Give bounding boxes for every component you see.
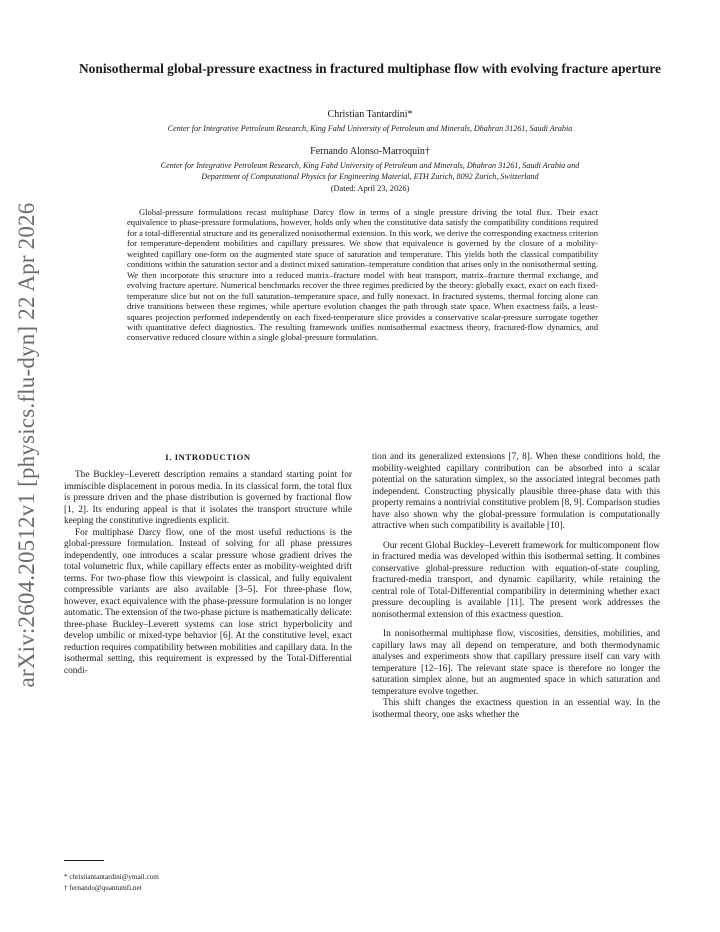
arxiv-stamp-text: arXiv:2604.20512v1 [physics.flu-dyn] 22 Apr 2026 bbox=[14, 202, 39, 688]
paper-title: Nonisothermal global-pressure exactness in fractured multiphase flow with evolving fracture aperture bbox=[79, 61, 661, 76]
body-paragraph: This shift changes the exactness question in an essential way. In the isothermal theory, one asks whether the bbox=[372, 698, 660, 720]
footnote-email: † fernando@quantumfi.net bbox=[64, 883, 142, 892]
body-paragraph: tion and its generalized extensions [7, 8]. When these conditions hold, the mobility-weighted capillary contribution can be absorbed into a scalar potential on the saturation simplex, so the associated integral becomes path independent. Constructing physically plausible three-phase data with this property remains a nontrivial constitutive problem [8, 9]. Comparison studies have also shown why the global-pressure formulation is computationally attractive when such compatibility is available [10]. bbox=[372, 452, 660, 531]
section-heading: I. INTRODUCTION bbox=[165, 452, 251, 462]
footnotes bbox=[64, 872, 352, 893]
body-paragraph: Our recent Global Buckley–Leverett framework for multicomponent flow in fractured media was developed within this isothermal setting. It combines conservative global-pressure reduction with equation-of-state coupling, fractured-media transport, and dynamic capillarity, while retaining the central role of Total-Differential compatibility in determining whether exact pressure decoupling is available [11]. The present work addresses the nonisothermal extension of this exactness question. bbox=[372, 540, 660, 620]
body-paragraph: In nonisothermal multiphase flow, viscosities, densities, mobilities, and capillary laws may all depend on temperature, and both thermodynamic analyses and experiments show that capillary pressure itself can vary with temperature [12–16]. The relevant state space is therefore no longer the saturation simplex alone, but an augmented space in which saturation and temperature evolve together. bbox=[372, 629, 660, 697]
dated-line: (Dated: April 23, 2026) bbox=[330, 184, 410, 193]
abstract: Global-pressure formulations recast multiphase Darcy flow in terms of a single pressure driving the total flux. Their exact equivalence to phase-pressure formulations, however, holds only when the constitutive data satisfy the compatibility conditions required for a total-differential structure and its generalized nonisothermal extension. In this work, we derive the corresponding exactness criterion for temperature-dependent mobilities and capillary pressures. We show that equivalence is governed by the closure of a mobility-weighted capillary one-form on the augmented state space of saturation and temperature. This yields both the classical compatibility conditions within the saturation sector and a distinct mixed saturation–temperature condition that arises only in the nonisothermal setting. We then incorporate this structure into a reduced matrix–fracture model with heat transport, matrix–fracture thermal exchange, and evolving fracture aperture. Numerical benchmarks recover the three regimes predicted by the theory: globally exact, exact on each fixed-temperature slice but not on the full saturation–temperature space, and fully nonexact. In fractured systems, thermal forcing alone can drive transitions between these regimes, while aperture evolution changes the path through state space. When exactness fails, a least-squares projection performed independently on each fixed-temperature slice provides a conservative scalar-pressure surrogate together with quantitative defect diagnostics. The resulting framework unifies nonisothermal exactness theory, fractured-flow dynamics, and conservative reduced closure within a single global-pressure formulation. bbox=[127, 207, 598, 343]
body-paragraph: For multiphase Darcy flow, one of the most useful reductions is the global-pressure formulation. Instead of solving for all phase pressures independently, one introduces a scalar pressure whose gradient drives the total volumetric flux, while capillary effects enter as mobility-weighted drift terms. For two-phase flow this viewpoint is classical, and fully equivalent compressible variants are also available [3–5]. For three-phase flow, however, exact equivalence with the phase-pressure formulation is no longer automatic. The extension of the two-phase picture is mathematically delicate: three-phase Buckley–Leverett systems can lose strict hyperbolicity and develop umbilic or mixed-type behavior [6]. At the constitutive level, exact reduction requires compatibility between mobilities and capillary data. In the isothermal setting, this requirement is expressed by the Total-Differential condi- bbox=[64, 527, 352, 676]
arxiv-stamp bbox=[8, 202, 46, 688]
author-affiliation: Center for Integrative Petroleum Research, King Fahd University of Petroleum and Minerals, Dhahran 31261, Saudi Arabia and bbox=[160, 161, 580, 170]
footnote-rule bbox=[64, 860, 104, 861]
left-column bbox=[64, 470, 352, 677]
right-column bbox=[372, 452, 660, 721]
body-paragraph: The Buckley–Leverett description remains a standard starting point for immiscible displacement in porous media. In its classical form, the total flux is pressure driven and the phase distribution is governed by fractional flow [1, 2]. Its enduring appeal is that it isolates the transport structure while keeping the constitutive ingredients explicit. bbox=[64, 470, 352, 526]
author-name: Christian Tantardini* bbox=[327, 109, 413, 120]
footnote-email: * christiantantardini@ymail.com bbox=[64, 873, 159, 881]
author-name: Fernando Alonso-Marroquín† bbox=[310, 146, 430, 157]
author-affiliation: Center for Integrative Petroleum Research, King Fahd University of Petroleum and Minerals, Dhahran 31261, Saudi Arabia bbox=[167, 124, 573, 133]
author-affiliation: Department of Computational Physics for Engineering Material, ETH Zurich, 8092 Zurich, Switzerland bbox=[201, 172, 539, 181]
